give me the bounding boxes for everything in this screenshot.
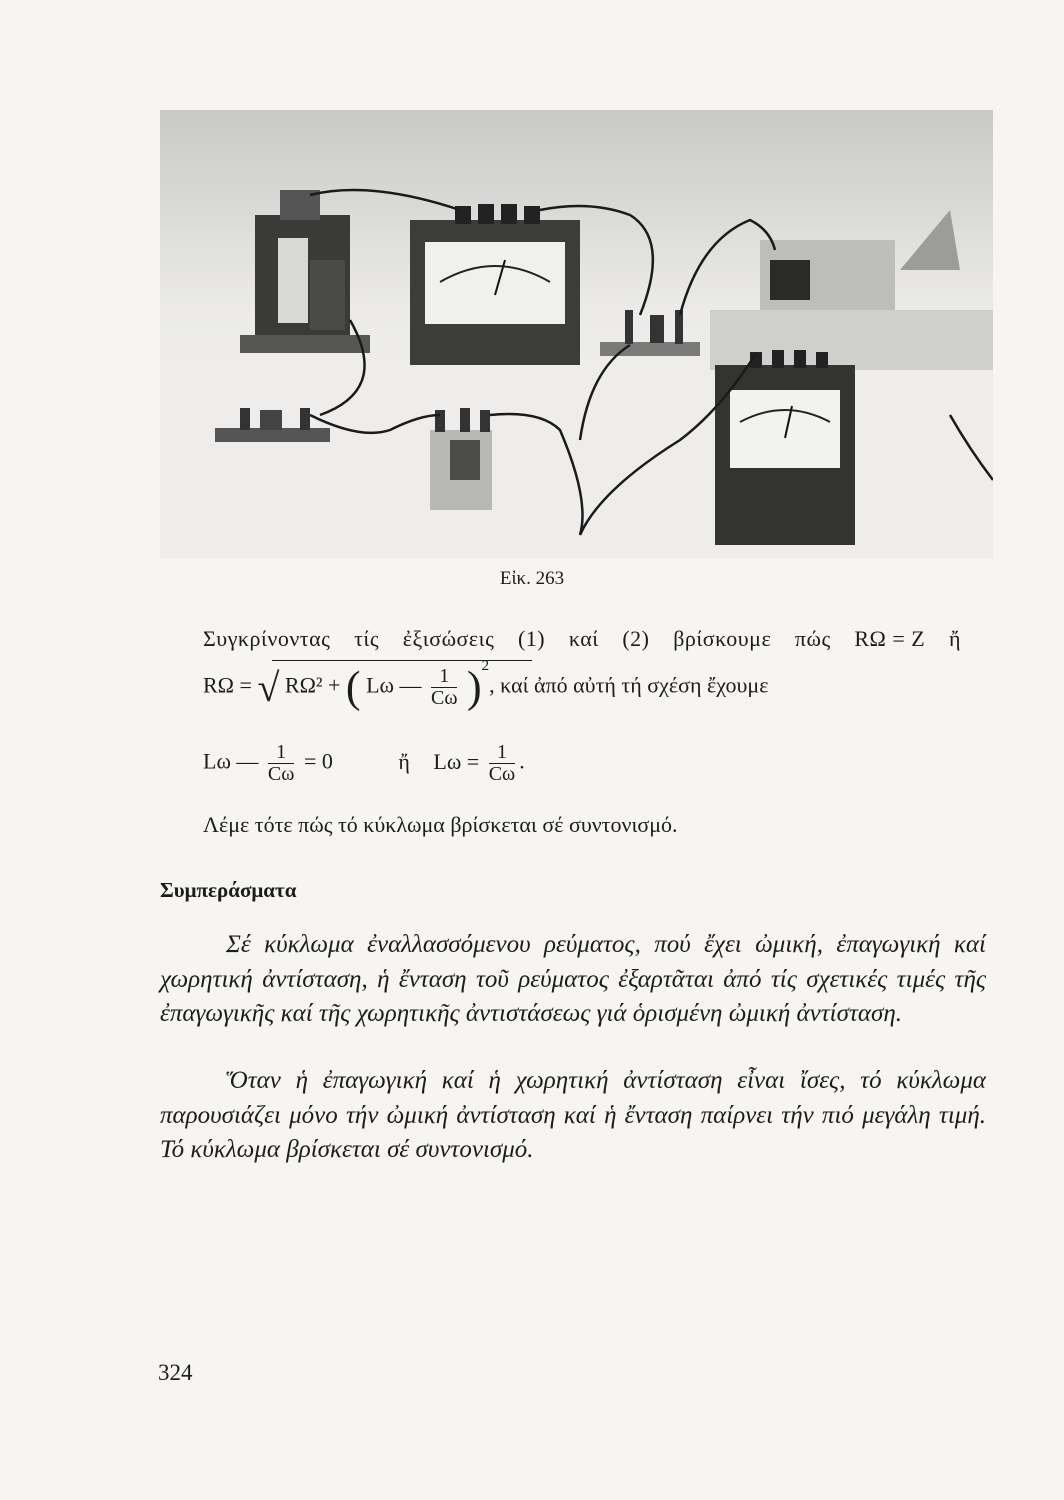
word: καί — [568, 626, 599, 651]
fraction-denominator: Cω — [431, 687, 458, 709]
fraction-numerator: 1 — [268, 742, 294, 764]
eq1-tail: , καί ἀπό αὐτή τή σχέση ἔχουμε — [489, 672, 769, 698]
fraction-numerator: 1 — [431, 666, 457, 688]
word: Συγκρίνοντας — [203, 626, 331, 651]
word: τίς — [354, 626, 380, 651]
word: (2) — [622, 626, 650, 651]
conclusions-heading: Συμπεράσματα — [160, 878, 297, 902]
word: βρίσκουμε — [673, 626, 772, 651]
conclusion-paragraph-2: Ὅταν ἡ ἐπαγωγική καί ἡ χωρητική ἀντίσταση εἶναι ἴσες, τό κύκλωμα παρουσιάζει μόνο τήν ὠμική ἀντίσταση καί ἡ ἔνταση παίρνει τήν πιό μεγάλη τιμή. Τό κύκλωμα βρίσκεται σέ συντονισμό. — [160, 1067, 986, 1163]
eq2-right: Lω = — [433, 748, 480, 774]
cylinder-capacitor — [430, 408, 492, 510]
eq2-left: Lω — — [203, 748, 259, 774]
conclusion-paragraph-1: Σέ κύκλωμα ἐναλλασσόμενου ρεύματος, πού ἔχει ὠμική, ἐπαγωγική καί χωρητική ἀντίσταση, ἡ ἔνταση τοῦ ρεύματος ἐξαρτᾶται ἀπό τίς σχετικές τιμές τῆς ἐπαγωγικῆς καί τῆς χωρητικῆς ἀντιστάσεως γιά ὁρισμένη ὠμική ἀντίσταση. — [160, 931, 986, 1027]
eq1-fraction — [431, 666, 458, 709]
meter-top — [410, 204, 580, 365]
meter-bottom — [715, 350, 855, 545]
eq2-eq-zero: = 0 — [303, 748, 333, 774]
eq2-or: ἤ — [398, 748, 410, 774]
eq1-exponent: 2 — [481, 658, 490, 675]
sqrt-sign-icon: √ — [257, 665, 280, 710]
eq2-fraction — [268, 742, 295, 785]
word: πώς — [794, 626, 831, 651]
equation-impedance — [203, 658, 769, 712]
circuit-apparatus-photo — [160, 110, 993, 558]
word: (1) — [517, 626, 546, 651]
resonance-statement: Λέμε τότε πώς τό κύκλωμα βρίσκεται σέ συντονισμό. — [203, 812, 678, 837]
left-paren-icon: ( — [345, 662, 361, 712]
word: RΩ = Z — [854, 626, 926, 651]
right-paren-icon: ) — [467, 662, 482, 712]
fraction-numerator: 1 — [489, 742, 515, 764]
sqrt-bar — [272, 660, 532, 661]
figure-caption: Εἰκ. 263 — [499, 568, 565, 589]
figure-photo — [160, 110, 993, 558]
equation-resonance — [203, 742, 525, 785]
fraction-denominator: Cω — [267, 763, 295, 785]
word: ἐξισώσεις — [402, 626, 495, 651]
fraction-denominator: Cω — [488, 763, 516, 785]
eq1-radicand-start: RΩ² + — [284, 672, 341, 698]
word: ἤ — [948, 626, 961, 651]
eq1-lhs: RΩ = — [203, 672, 252, 698]
comparison-line — [203, 626, 961, 652]
eq2-fraction-2 — [489, 742, 516, 785]
eq1-L-omega: Lω — — [366, 672, 422, 698]
page-number: 324 — [158, 1360, 193, 1385]
eq2-period: . — [519, 748, 525, 774]
